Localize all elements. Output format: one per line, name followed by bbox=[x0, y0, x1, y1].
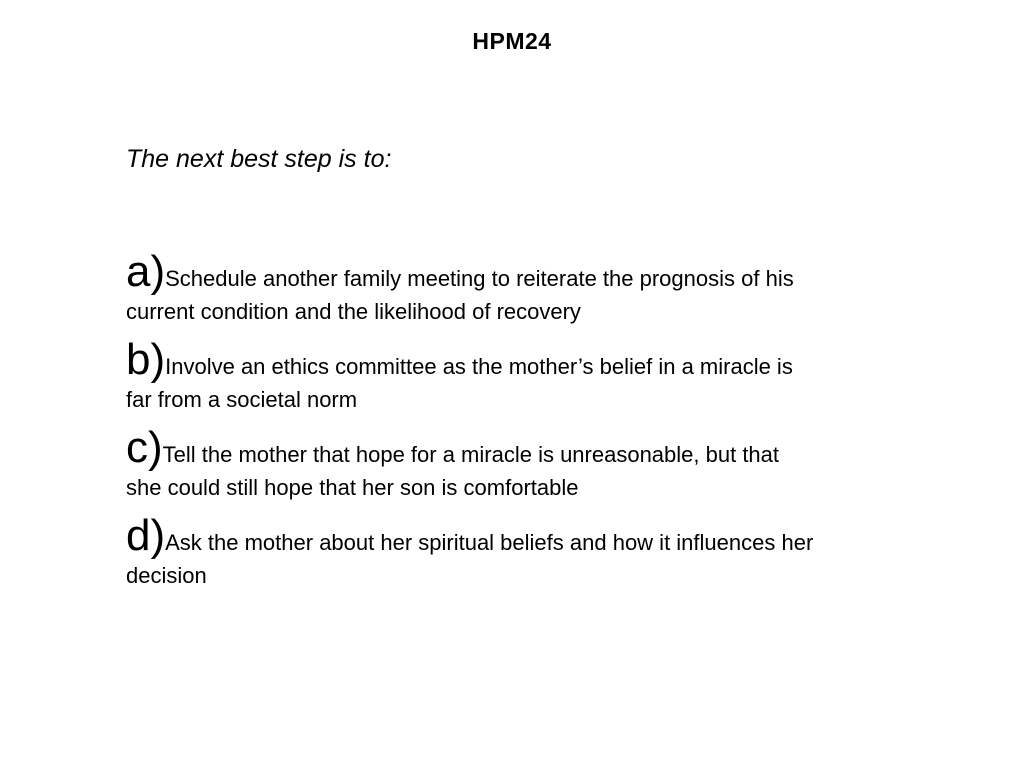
answer-option-c bbox=[126, 423, 956, 504]
option-d-text-line1: Ask the mother about her spiritual beliefs and how it influences her bbox=[165, 530, 814, 555]
option-d-text-line2: decision bbox=[126, 563, 207, 588]
option-a-text-line2: current condition and the likelihood of recovery bbox=[126, 299, 581, 324]
answer-option-d bbox=[126, 511, 956, 592]
answer-options bbox=[126, 247, 956, 604]
question-stem: The next best step is to: bbox=[126, 145, 392, 173]
option-letter-d: d) bbox=[126, 511, 166, 560]
slide-title: HPM24 bbox=[472, 28, 552, 54]
option-letter-a: a) bbox=[126, 247, 166, 296]
answer-option-b bbox=[126, 335, 956, 416]
option-c-text-line2: she could still hope that her son is comfortable bbox=[126, 475, 579, 500]
option-c-text-line1: Tell the mother that hope for a miracle is unreasonable, but that bbox=[162, 442, 780, 467]
option-b-text-line2: far from a societal norm bbox=[126, 387, 358, 412]
answer-option-a bbox=[126, 247, 956, 328]
option-letter-b: b) bbox=[126, 335, 166, 384]
option-b-text-line1: Involve an ethics committee as the mother’s belief in a miracle is bbox=[165, 354, 793, 379]
option-letter-c: c) bbox=[126, 423, 163, 472]
option-a-text-line1: Schedule another family meeting to reiterate the prognosis of his bbox=[165, 266, 794, 291]
